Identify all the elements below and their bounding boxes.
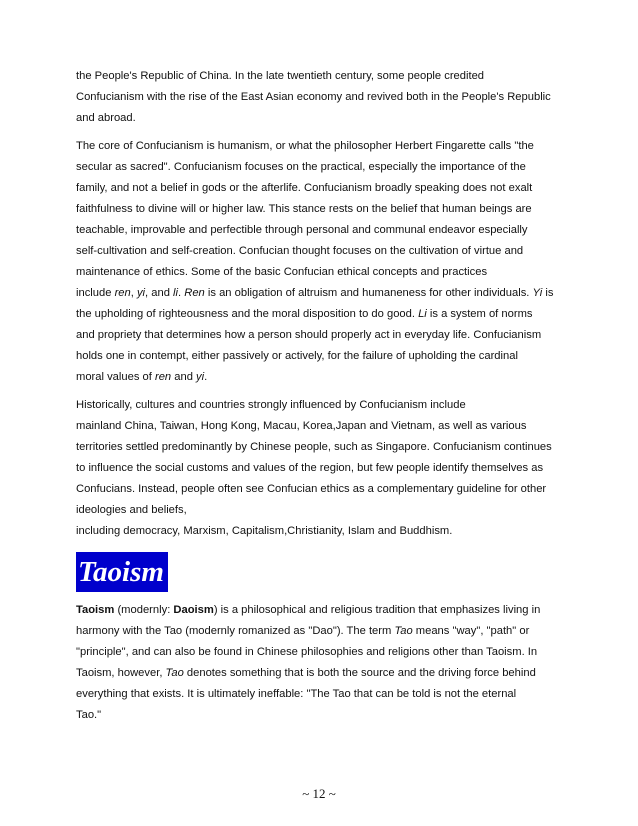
section-heading-text: Taoism — [78, 556, 164, 588]
text-line: and propriety that determines how a person should properly act in everyday life. Confucianism — [76, 329, 542, 341]
text-run: is a system of norms — [426, 308, 533, 320]
text-line: faithfulness to divine will or higher law. This stance rests on the belief that human beings are — [76, 203, 532, 215]
text-line: Historically, cultures and countries strongly influenced by Confucianism include — [76, 399, 466, 411]
text-run: is an obligation of altruism and humaneness for other individuals. — [204, 287, 533, 299]
paragraph-history — [76, 395, 576, 542]
text-line: mainland China, Taiwan, Hong Kong, Macau, Korea,Japan and Vietnam, as well as various — [76, 420, 527, 432]
italic-term: Li — [418, 308, 427, 320]
text-line: to influence the social customs and values of the region, but few people identify themselves as — [76, 462, 544, 474]
text-line: the People's Republic of China. In the late twentieth century, some people credited — [76, 70, 485, 82]
text-line: "principle", and can also be found in Chinese philosophies and religions other than Taoism. In — [76, 646, 538, 658]
text-line: territories settled predominantly by Chinese people, such as Singapore. Confucianism continues — [76, 441, 552, 453]
text-run: include — [76, 287, 115, 299]
italic-term: ren — [114, 287, 131, 299]
bold-term: Taoism — [76, 604, 115, 616]
text-run: Taoism, however, — [76, 667, 166, 679]
body-text-lower — [76, 600, 576, 733]
text-line — [76, 283, 576, 304]
text-line — [76, 663, 576, 684]
text-run: and — [171, 371, 197, 383]
italic-term: li — [173, 287, 179, 299]
text-run: , and — [145, 287, 174, 299]
text-line — [76, 621, 576, 642]
text-line: self-cultivation and self-creation. Confucian thought focuses on the cultivation of virtue and — [76, 245, 524, 257]
text-run: . — [178, 287, 185, 299]
text-line — [76, 304, 576, 325]
text-run: denotes something that is both the source and the driving force behind — [183, 667, 536, 679]
body-text-upper — [76, 66, 576, 549]
text-run: is — [542, 287, 554, 299]
text-line: including democracy, Marxism, Capitalism,Christianity, Islam and Buddhism. — [76, 525, 453, 537]
text-line: holds one in contempt, either passively or actively, for the failure of upholding the cardinal — [76, 350, 518, 362]
text-run: , — [130, 287, 137, 299]
text-line: family, and not a belief in gods or the afterlife. Confucianism broadly speaking does not exalt — [76, 182, 533, 194]
text-run: ) is a philosophical and religious tradition that emphasizes living in — [213, 604, 541, 616]
italic-term: yi — [136, 287, 146, 299]
text-line — [76, 600, 576, 621]
text-line: Confucians. Instead, people often see Confucian ethics as a complementary guideline for other — [76, 483, 547, 495]
text-line: maintenance of ethics. Some of the basic Confucian ethical concepts and practices — [76, 266, 488, 278]
paragraph-core — [76, 136, 576, 388]
italic-term: Yi — [532, 287, 543, 299]
paragraph-intro — [76, 66, 576, 129]
text-run: . — [204, 371, 208, 383]
paragraph-taoism — [76, 600, 576, 726]
text-line: Tao." — [76, 709, 102, 721]
text-run: harmony with the Tao (modernly romanized as "Dao"). The term — [76, 625, 395, 637]
text-run: moral values of — [76, 371, 155, 383]
text-line: secular as sacred". Confucianism focuses on the practical, especially the importance of the — [76, 161, 526, 173]
italic-term: Tao — [394, 625, 413, 637]
text-line: The core of Confucianism is humanism, or what the philosopher Herbert Fingarette calls "the — [76, 140, 534, 152]
italic-term: Tao — [165, 667, 184, 679]
text-line: teachable, improvable and perfectible through personal and communal endeavor especially — [76, 224, 528, 236]
page-number: ~ 12 ~ — [302, 786, 336, 801]
text-line: and abroad. — [76, 112, 136, 124]
text-run: (modernly: — [114, 604, 174, 616]
text-run: the upholding of righteousness and the moral disposition to do good. — [76, 308, 419, 320]
text-line: everything that exists. It is ultimately ineffable: "The Tao that can be told is not the eternal — [76, 688, 517, 700]
italic-term: ren — [154, 371, 172, 383]
section-heading-taoism — [76, 552, 168, 592]
text-line: ideologies and beliefs, — [76, 504, 187, 516]
italic-term: Ren — [184, 287, 205, 299]
bold-term: Daoism — [173, 604, 214, 616]
text-run: means "way", "path" or — [412, 625, 530, 637]
text-line: Confucianism with the rise of the East Asian economy and revived both in the People's Republic — [76, 91, 551, 103]
italic-term: yi — [196, 371, 205, 383]
text-line — [76, 367, 576, 388]
